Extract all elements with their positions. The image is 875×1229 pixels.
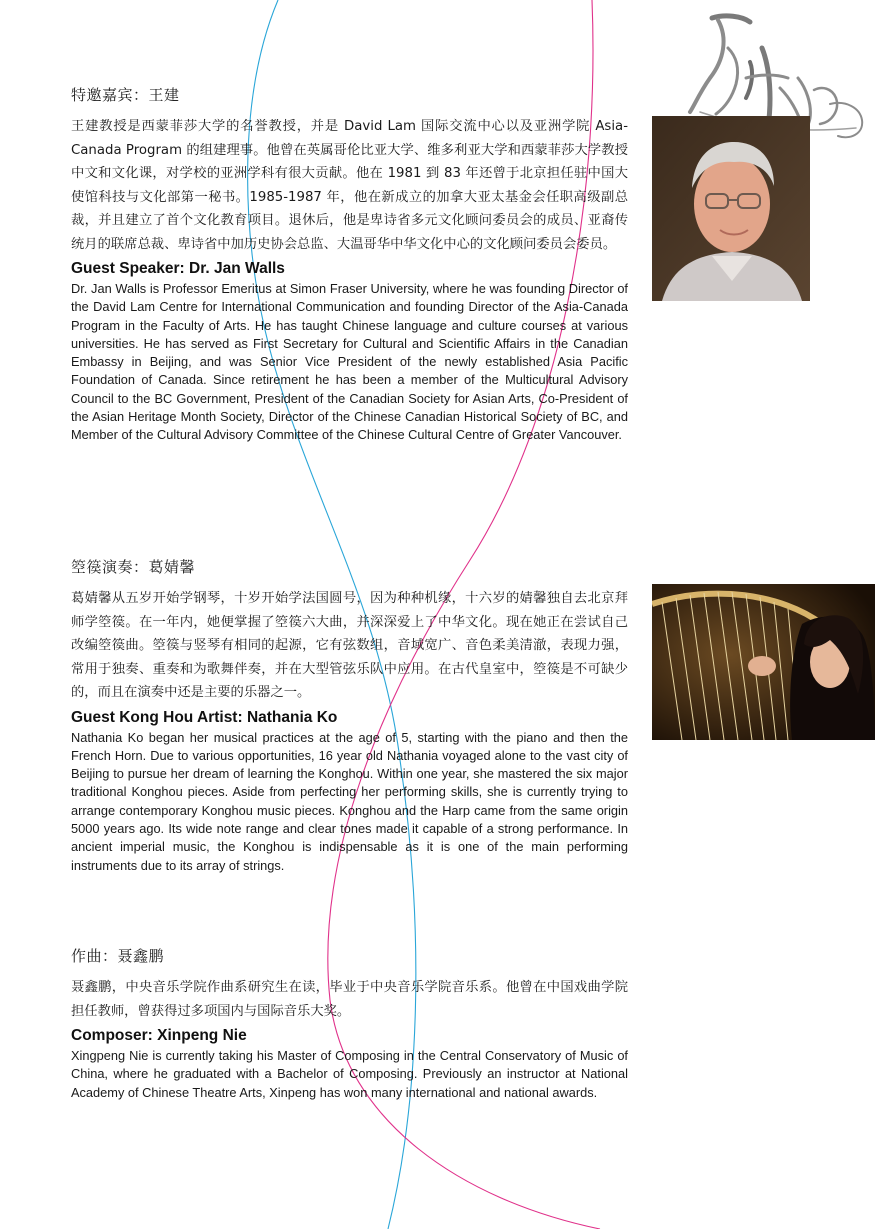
en-biography: Dr. Jan Walls is Professor Emeritus at Simon Fraser University, where he was founding Director of the David Lam Centre for International Communication and founding Director of the Asia-Canada Program in the Faculty of Arts. He has taught Chinese language and culture courses at various universities. He has served as First Secretary for Cultural and Scientific Affairs in the Canadian Embassy in Beijing, and was Senior Vice President of the newly established Asia Pacific Foundation of Canada. Since retirement he has been a member of the Multicultural Advisory Council to the BC Government, President of the Canadian Society for Asian Arts, Co-President of the Asian Heritage Month Society, Director of the Chinese Canadian Historical Society of BC, and Member of the Cultural Advisory Committee of the Chinese Cultural Centre of Greater Vancouver. <box>71 281 628 443</box>
section-guest-speaker <box>71 84 628 445</box>
section-konghou-artist <box>71 556 628 875</box>
portrait-photo-jan-walls <box>652 116 810 301</box>
en-section-title: Guest Speaker: Dr. Jan Walls <box>71 260 285 277</box>
zh-section-title: 箜篌演奏：葛婧馨 <box>71 558 196 576</box>
zh-biography: 葛婧馨从五岁开始学钢琴，十岁开始学法国圆号，因为种种机缘，十六岁的婧馨独自去北京拜师学箜篌。在一年内，她便掌握了箜篌六大曲，并深深爱上了中华文化。现在她正在尝试自己改编箜篌曲。箜篌与竖琴有相同的起源，它有弦数组，音域宽广、音色柔美清澈，表现力强，常用于独奏、重奏和为歌舞伴奏，并在大型管弦乐队中应用。在古代皇室中，箜篌是不可缺少的，而且在演奏中还是主要的乐器之一。 <box>71 591 628 700</box>
zh-biography: 聂鑫鹏，中央音乐学院作曲系研究生在读，毕业于中央音乐学院音乐系。他曾在中国戏曲学院担任教师，曾获得过多项国内与国际音乐大奖。 <box>71 980 628 1019</box>
zh-biography: 王建教授是西蒙菲莎大学的名誉教授，并是 David Lam 国际交流中心以及亚洲学院 Asia-Canada Program 的组建理事。他曾在英属哥伦比亚大学、维多利亚大学和西蒙菲莎大学教授中文和文化课，对学校的亚洲学科有很大贡献。他在 1981 到 83 年还曾于北京担任驻中国大使馆科技与文化部第一秘书。1985-1987 年，他在新成立的加拿大亚太基金会任职高级副总裁，并且建立了首个文化教育项目。退休后，他是卑诗省多元文化顾问委员会的成员、亚裔传统月的联席总裁、卑诗省中加历史协会总监、大温哥华中华文化中心的文化顾问委员会委员。 <box>71 119 628 252</box>
zh-section-title: 特邀嘉宾：王建 <box>71 86 180 104</box>
harp-photo-nathania-ko <box>652 584 875 740</box>
zh-section-title: 作曲：聂鑫鹏 <box>71 947 165 965</box>
en-biography: Xingpeng Nie is currently taking his Master of Composing in the Central Conservatory of Music of China, where he graduated with a Bachelor of Composing. Previously an instructor at National Academy of Chinese Theatre Arts, Xinpeng has won many international and national awards. <box>71 1048 628 1100</box>
en-section-title: Guest Kong Hou Artist: Nathania Ko <box>71 708 338 726</box>
section-composer <box>71 945 628 1102</box>
en-biography: Nathania Ko began her musical practices at the age of 5, starting with the piano and then the French Horn. Due to various opportunities, 16 year old Nathania voyaged alone to the vast city of Beijing to pursue her dream of learning the Konghou. Within one year, she mastered the six major traditional Konghou pieces. Aside from perfecting her performing skills, she is currently trying to arrange contemporary Konghou music pieces. Konghou and the Harp came from the same origin 5000 years ago. Its wide note range and clear tones made it capable of a strong performance. In ancient imperial music, the Konghou is indispensable as it is one of the main performing instruments due to its array of strings. <box>71 729 628 873</box>
en-section-title: Composer: Xinpeng Nie <box>71 1027 247 1044</box>
